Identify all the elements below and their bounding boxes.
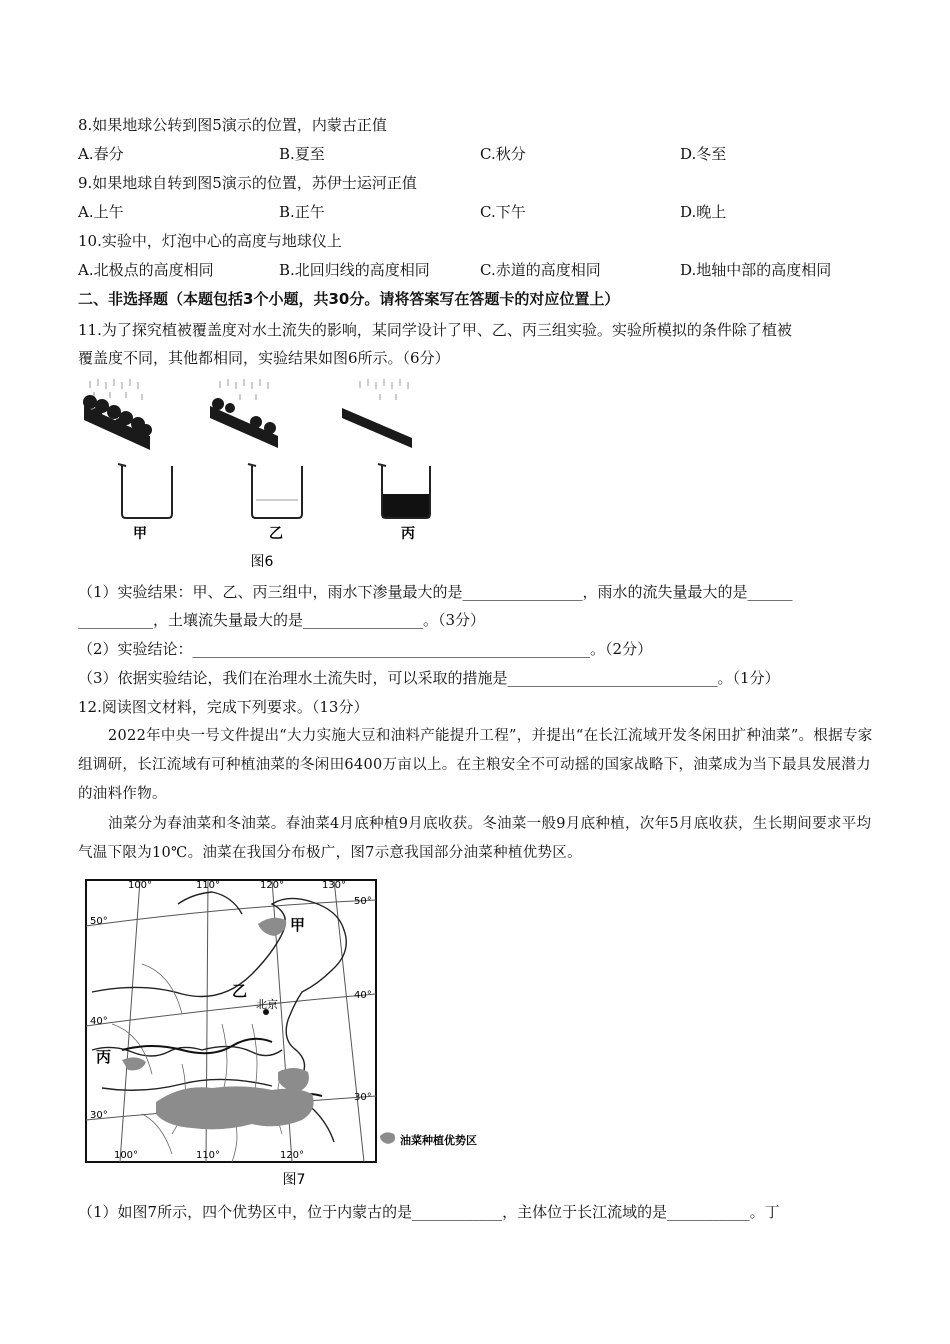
beaker-bing	[378, 464, 430, 518]
lon-top-130: 130°	[321, 880, 347, 891]
q12-paragraph-1: 2022年中央一号文件提出“大力实施大豆和油料产能提升工程”，并提出“在长江流域开发冬闲田扩种油菜”。根据专家组调研，长江流域有可种植油菜的冬闲田6400万亩以上。在主粮安全不可动摇的国家战略下，油菜成为当下最具发展潜力的油料作物。	[78, 728, 873, 802]
lon-bottom-120: 120°	[279, 1150, 305, 1161]
q12-paragraph-2: 油菜分为春油菜和冬油菜。春油菜4月底种植9月底收获。冬油菜一般9月底种植，次年5月底收获，生长期间要求平均气温下限为10℃。油菜在我国分布极广，图7示意我国部分油菜种植优势区。	[78, 816, 872, 861]
q12-sub1: （1）如图7所示，四个优势区中，位于内蒙古的是____________，主体位于长江流域的是___________。丁	[78, 1203, 780, 1221]
lon-top-100: 100°	[127, 880, 153, 891]
q8-option-a: A.春分	[78, 145, 124, 163]
q11-sub3: （3）依据实验结论，我们在治理水土流失时，可以采取的措施是____________________________。（1分）	[78, 669, 780, 687]
city-beijing: 北京	[256, 998, 278, 1011]
q10-option-b: B.北回归线的高度相同	[279, 261, 430, 279]
q9-option-a: A.上午	[78, 203, 124, 221]
map-legend: 油菜种植优势区	[400, 1134, 477, 1147]
figure-6-experiment	[80, 376, 460, 571]
lon-top-110: 110°	[195, 880, 221, 891]
beaker-jia	[118, 464, 172, 518]
region-yi: 乙	[232, 982, 248, 1000]
q8-option-b: B.夏至	[279, 145, 325, 163]
slope-yi	[210, 398, 278, 448]
lat-left-40: 40°	[90, 1016, 108, 1027]
q8-option-d: D.冬至	[680, 145, 727, 163]
q9-stem: 9.如果地球自转到图5演示的位置，苏伊士运河正值	[78, 174, 417, 192]
label-yi: 乙	[269, 526, 283, 542]
region-bing: 丙	[96, 1048, 112, 1066]
lon-bottom-100: 100°	[113, 1150, 139, 1161]
rain-icon	[90, 379, 408, 400]
section2-heading: 二、非选择题（本题包括3个小题，共30分。请将答案写在答题卡的对应位置上）	[78, 290, 620, 308]
q11-sub2: （2）实验结论：_____________________________________________________。（2分）	[78, 640, 653, 658]
figure-6-caption: 图6	[250, 554, 274, 570]
lat-right-40: 40°	[354, 990, 372, 1001]
beaker-yi	[248, 464, 302, 518]
slope-bing	[342, 408, 412, 448]
lon-bottom-110: 110°	[195, 1150, 221, 1161]
q10-stem: 10.实验中，灯泡中心的高度与地球仪上	[78, 232, 342, 250]
q12-stem: 12.阅读图文材料，完成下列要求。（13分）	[78, 698, 369, 716]
lat-left-30: 30°	[90, 1110, 108, 1121]
q11-stem-line2: 覆盖度不同，其他都相同，实验结果如图6所示。（6分）	[78, 349, 450, 367]
q9-option-d: D.晚上	[680, 203, 727, 221]
lon-top-120: 120°	[259, 880, 285, 891]
region-jia: 甲	[290, 916, 306, 934]
q8-stem: 8.如果地球公转到图5演示的位置，内蒙古正值	[78, 116, 387, 134]
lat-left-50: 50°	[90, 916, 108, 927]
q10-option-a: A.北极点的高度相同	[78, 261, 214, 279]
figure-7-map	[82, 874, 512, 1194]
slope-jia	[83, 395, 152, 450]
q9-option-b: B.正午	[279, 203, 325, 221]
q11-stem-line1: 11.为了探究植被覆盖度对水土流失的影响，某同学设计了甲、乙、丙三组实验。实验所模拟的条件除了植被	[78, 321, 792, 339]
q11-sub1-line2: __________，土壤流失量最大的是________________。（3分）	[78, 611, 486, 629]
lat-right-50: 50°	[354, 896, 372, 907]
q8-option-c: C.秋分	[480, 145, 526, 163]
legend-swatch-icon	[380, 1132, 395, 1144]
q11-sub1-line1: （1）实验结果：甲、乙、丙三组中，雨水下渗量最大的是________________，雨水的流失量最大的是______	[78, 583, 793, 601]
figure-7-caption: 图7	[282, 1172, 306, 1188]
lat-right-30: 30°	[354, 1092, 372, 1103]
q10-option-c: C.赤道的高度相同	[480, 261, 601, 279]
label-bing: 丙	[401, 526, 415, 542]
label-jia: 甲	[133, 526, 147, 542]
q9-option-c: C.下午	[480, 203, 526, 221]
q10-option-d: D.地轴中部的高度相同	[680, 261, 832, 279]
